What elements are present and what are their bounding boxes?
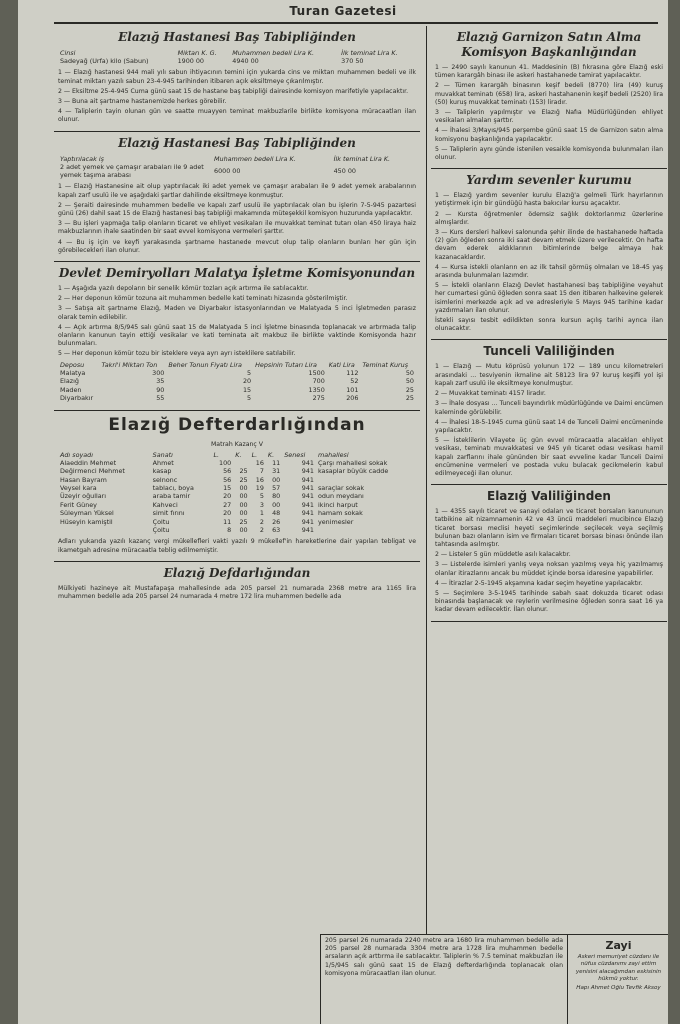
col-header: L. [213,450,220,459]
table-row [58,467,416,475]
cell: yenimesler [317,517,354,526]
paragraph: 5 — Her deponun kömür tozu bir isteklere veya ayrı ayrı isteklilere satılabilir. [58,350,296,358]
cell: 55 [156,393,165,402]
cell: Kahveci [152,500,178,509]
cell: 35 [156,377,165,386]
table-row [58,509,416,517]
paragraph: 3 — Bu işleri yapmağa talip olanların ticaret ve ehliyet vesikaları ile muvakkat teminat tutarı olan 450 liraya haiz makbuzlarının ihale saatinden bir saat evvel komisyona vermeleri şarttır. [58,220,416,236]
ad-title: Elazığ Garnizon Satın Alma Komisyon Başkanlığından [456,30,642,59]
elazig-valilik-ad [431,485,667,621]
cell: 370 50 [341,57,364,65]
cell: 20 [223,509,232,518]
ad-title: Elazığ Hastanesi Baş Tabipliğinden [118,135,356,150]
ad-title: Zayi [605,939,632,952]
cell: 00 [239,509,248,518]
paragraph: 4 — İhalesi 3/Mayıs/945 perşembe günü saat 15 de Garnizon satın alma komisyonu başkanlığında yapılacaktır. [435,127,663,143]
cell: araba tamir [152,492,191,501]
cell: 3 [259,500,264,509]
cell: 100 [219,458,232,467]
cell: tablacı, boya [152,483,194,492]
cell: 20 [223,492,232,501]
table-row [58,484,416,492]
cell: 48 [272,509,281,518]
defterdar2-ad [54,562,420,607]
paragraph: 2 — Tümen karargâh binasının keşif bedeli (8770) lira (49) kuruş muvakkat teminatı (658) lira, askeri hastahanenin keşif bedeli (2520) lira (50) kuruş muvakkat teminatı (153) liradır. [435,82,663,106]
cell: 2 [259,526,264,535]
cell: 1900 00 [177,57,204,65]
ad-title: Elazığ Hastanesi Baş Tabipliğinden [118,30,356,44]
col-header: L. [251,450,258,459]
cell: 20 [242,377,252,386]
cell: 56 [223,467,232,476]
cell: 941 [301,517,314,526]
cell: 19 [255,483,264,492]
paragraph: Mülkiyeti hazineye ait Mustafapaşa mahallesinde ada 205 parsel 21 numarada 2368 metre ara 1165 lira muhammen bedelle ada 205 parsel 24 numarada 4 metre 172 lira muhammen bedelle ada [58,584,416,601]
bottom-strip [320,934,668,1024]
cell: 5 [247,368,252,377]
cell: Çarşı mahallesi sokak [317,458,388,467]
masthead-rule [54,22,658,24]
cell: 941 [301,526,314,535]
cell: 5 [259,492,264,501]
ad-title: Tunceli Valiliğinden [483,344,615,359]
paragraph: 2 — Kursta öğretmenler ödemsiz sağlık doktorlarımız üzerlerine almışlardır. [435,210,663,226]
cell: 275 [312,393,325,402]
paragraph: 3 — Satışa ait şartname Elazığ, Maden ve Diyarbakır istasyonlarından ve Malatyada 5 inci İşletmeden parasız olarak temin edilebilir. [58,305,416,321]
cell: 31 [272,467,281,476]
cell: 50 [405,377,414,386]
table-row [58,501,416,509]
right-column [426,26,667,1024]
cell: kasap [152,467,172,476]
col-header: Yaptırılacak iş [60,154,104,163]
cell: 941 [301,492,314,501]
cell: 101 [346,385,359,394]
cell: 941 [301,458,314,467]
col-header: İlk teminat Lira K. [333,154,391,163]
cell: kasaplar büyük cadde [317,467,389,476]
col-header: Senesi [284,450,306,459]
paragraph: 5 — Taliplerin aynı günde istenilen vesaikle komisyonda bulunmaları ilan olunur. [435,145,663,162]
cell: 15 [223,483,232,492]
ad-title: Elazığ Defdarlığından [163,565,311,580]
table-row [58,394,416,402]
table-row [58,377,416,385]
paragraph: 2 — Listeler 5 gün müddetle asılı kalacaktır. [435,551,571,559]
cell: 00 [272,500,281,509]
cell: odun meydanı [317,492,364,501]
cell: Ferit Güney [60,500,97,509]
cell: 26 [272,517,281,526]
cell: 700 [312,377,325,386]
cell: 00 [239,500,248,509]
ad-title: Elazığ Defterdarlığından [108,415,366,436]
cell: Ahmet [152,458,174,467]
cell: 00 [272,475,281,484]
cell: 00 [239,492,248,501]
yardim-ad [431,169,667,340]
cell: 206 [346,393,359,402]
col-header: mahallesi [317,450,349,459]
cell: 25 [239,475,248,484]
cell: 6000 00 [214,166,241,175]
cell: 56 [223,475,232,484]
cell: 941 [301,500,314,509]
paragraph: 3 — Listelerde isimleri yanlış veya noksan yazılmış veya hiç yazılmamış olanlar itirazlarını ancak bu müddet içinde borsa idaresine yapabilirler. [435,561,663,577]
paragraph: 4 — Kursa istekli olanların en az ilk tahsil görmüş olmaları ve 18-45 yaş arasında bulunmaları lazımdır. [435,263,663,280]
table-row [58,476,416,484]
cell: 8 [227,526,232,535]
col-header: Kati Lira [328,360,355,369]
cell: 5 [247,393,252,402]
cell: selnonc [152,475,178,484]
zayi-ad [568,935,668,1024]
cell: 941 [301,509,314,518]
cell: Hüseyin kamiştil [60,517,113,526]
cell: 1350 [308,385,325,394]
paragraph: 2 — Şeraiti dairesinde muhammen bedelle ve kapalı zarf usulü ile yaptırılacak olan bu işlerin 7-5-945 pazartesi günü (26) dahil saat 15 de Elazığ hastanesi baş tabipliği makamında müteşekkil komisyon huzurunda yapılacaktır. [58,201,416,218]
col-header: Teminat Kuruş [362,360,409,369]
paragraph: 1 — 4355 sayılı ticaret ve sanayi odaları ve ticaret borsaları kanununun tatbikine ait nizamnamenin 42 ve 43 üncü maddeleri mucibince Elazığ ticaret borsası meclisi heyeti seçimlerinde seçilecek veya seçilmiş bulunan bazı olanların isim ve firmaları ticaret borsası binası önünde ilan tahtasında asılmıştır. [435,508,663,548]
cell [316,526,416,534]
paragraph: 5 — İsteklilerin Vilayete üç gün evvel müracaatla alacakları ehliyet vesikası, teminatı muvakkatesi ve 945 yılı ticaret odası vesikası hamil kapalı zarflarını ihale gününden bir saat evveline kadar Tunceli Daimi encümenine vermeleri ve postada vuku bulacak gecikmelerin kabul edilmeyeceği ilan olunur. [435,437,663,477]
cell: Alaeddin Mehmet [60,458,117,467]
cell: hamam sokak [317,509,363,518]
cell: 15 [242,385,252,394]
cell: 57 [272,483,281,492]
cell: 16 [255,458,264,467]
cell: ikinci harput [317,500,358,509]
subtitle: Matrah Kazanç V [210,440,264,448]
cell [58,526,151,534]
paragraph: 205 parsel 26 numarada 2240 metre ara 1680 lira muhammen bedelle ada 205 parsel 28 numarada 3304 metre ara 1728 lira muhammen bedelle arsaların açık arttırma ile satılacaktır. Taliplerin % 7.5 teminat makbuzları ile 1/5/945 salı günü saat 15 de Elazığ defterdarlığında toplanacak olan komisyona müracaatları ilan olunur. [325,937,563,977]
paragraph: 1 — Aşağıda yazılı depoların bir senelik kömür tozları açık artırma ile satılacaktır. [58,285,309,293]
cell: Elazığ [60,377,79,386]
paragraph: 5 — İstekli olanların Elazığ Devlet hastahanesi baş tabipliğine veyahut her cumartesi günü öğleden sonra saat 15 den itibaren halkevine gelerek isimlerini merkezde açık ad ve adresleriyle 5 Mayıs 945 tarihine kadar yazdırmaları ilan olunur. [435,282,663,314]
left-column [54,26,420,1024]
cell: Hasan Bayram [60,475,107,484]
paragraph: 2 — Eksiltme 25-4-945 Cuma günü saat 15 de hastane baş tabipliği dairesinde komisyon marifetiyle yapılacaktır. [58,87,409,95]
paragraph: 1 — Elazığ — Mutu köprüsü yolunun 172 — 189 uncu kilometreleri arasındaki ... tesviyenin ikmaline ait 58123 lira 97 kuruş keşifli yol işi kapalı zarf usulü ile eksiltmeye konulmuştur. [435,363,663,387]
paragraph: 4 — Taliplerin tayin olunan gün ve saatte muayyen teminat makbuzlarile birlikte komisyona müracaatları ilan olunur. [58,108,416,124]
table-row [58,57,416,65]
depot-table [58,361,416,403]
ad-title: Yardım sevenler kurumu [466,173,632,188]
table-row [58,492,416,500]
paragraph: 1 — Elazığ yardım sevenler kurulu Elazığ'a gelmeli Türk hayırlarının yetiştirmek için bir gündüğü hasta bakıcılar kursu açacaktır. [435,192,663,208]
cell: Çoltu [152,526,170,535]
tunceli-ad [431,340,667,485]
cell: Sadeyağ (Urfa) kilo (Sabun) [60,57,149,65]
cell: 300 [152,368,165,377]
cell: 450 00 [333,166,356,175]
col-header: Muhammen bedeli Lira K. [232,49,314,57]
table-row [58,518,416,526]
cell: 27 [223,500,232,509]
cell: Malatya [60,368,86,377]
cell: 112 [346,368,359,377]
signer: Hapı Ahmet Oğlu Tevfik Aksoy [576,984,661,991]
paragraph: 3 — İhale dosyası ... Tunceli bayındırlık müdürlüğünde ve Daimi encümen kaleminde görülebilir. [435,400,663,416]
cell: 2 adet yemek ve çamaşır arabaları ile 9 adet yemek taşıma arabası [60,162,204,180]
hastane-ad-2 [54,132,420,262]
parsel-ad [321,935,568,1024]
newspaper-page [18,0,668,1024]
cell: Çoltu [152,517,170,526]
cell: 4940 00 [232,57,259,65]
paragraph: 2 — Muvakkat teminatı 4157 liradır. [435,390,546,398]
cell: 52 [350,377,359,386]
paragraph: 5 — Seçimlere 3-5-1945 tarihinde sabah saat dokuzda ticaret odası binasında başlanacak ve reylerin verilmesine öğleden sonra saat 16 ya kadar devam edilecektir. İlan olunur. [435,589,663,614]
paragraph: İstekli sayısı tesbit edildikten sonra kursun açılış tarihi ayrıca ilan olunacaktır. [435,317,663,333]
col-header: Miktarı K. G. [177,49,217,57]
ad-title: Elazığ Valiliğinden [487,489,611,504]
cell: 941 [301,467,314,476]
cell: 00 [239,483,248,492]
paragraph: 2 — Her deponun kömür tozuna ait muhammen bedelle kati teminatı hizasında gösterilmiştir. [58,295,348,303]
cell [233,459,249,467]
cell: 80 [272,492,281,501]
paragraph: 1 — Elazığ Hastanesine ait olup yaptırılacak iki adet yemek ve çamaşır arabaları ile 9 adet yemek arabalarının kapalı zarf usulü ile ve aşağıdaki şartlar dahilinde eksiltmeye konmuştur. [58,183,416,199]
cell: Veysel kara [60,483,97,492]
col-header: Hepsinin Tutarı Lira [255,360,317,369]
hastane2-table [58,155,416,180]
col-header: K. [267,450,275,459]
cell [316,476,416,484]
col-header: Muhammen bedeli Lira K. [214,154,296,163]
paragraph: 1 — Elazığ hastanesi 944 mali yılı sabun ihtiyacının temini için yukarda cins ve miktarı muhammen bedeli ve ilk teminat miktarı yazılı sabun 23-4-945 tarihinden itibaren açık eksiltmeye çıkarılmıştır. [58,69,416,85]
cell: 941 [301,475,314,484]
garnizon-ad [431,26,667,169]
paragraph: 3 — Buna ait şartname hastanemizde herkes görebilir. [58,98,227,106]
paragraph: 4 — İtirazlar 2-5-1945 akşamına kadar seçim heyetine yapılacaktır. [435,579,643,587]
table-row [58,386,416,394]
hastane-ad-1 [54,26,420,132]
col-header: Deposu [60,360,85,369]
cell: 25 [239,467,248,476]
table-row [58,459,416,467]
col-header: Sanatı [152,450,173,459]
col-header: Cinsi [60,49,76,57]
cell: 25 [405,393,414,402]
paragraph: 4 — Bu iş için ve keyfi yarakasında şartname hastanede mevcut olup talip olanların bunları her gün için görebilecekleri ilan olunur. [58,238,416,254]
cell: 63 [272,526,281,535]
cell: Diyarbakır [60,393,94,402]
cell: saraçlar sokak [317,483,365,492]
col-header: Takri'i Miktarı Ton [101,360,158,369]
demiryol-ad [54,262,420,411]
masthead: Turan Gazetesi [289,4,397,18]
cell: 11 [223,517,232,526]
col-header: Adı soyadı [60,450,94,459]
paragraph: Adları yukarıda yazılı kazanç vergi mükellefleri vakti yazılı 9 mükellef'in hareketlerine dair yapılan tebligat ve ikametgah adresine müracaatla teblig edilmemiştir. [58,538,416,554]
cell: Değirmenci Mehmet [60,467,125,476]
paragraph: 4 — Açık artırma 8/5/945 salı günü saat 15 de Malatyada 5 inci İşletme binasında toplanacak ve artırmada talip olanların kanunun tayin ettiği vesikalar ve kati teminata ait makbuz ile birlikte vaktinde Komisyonda hazır bulunmaları. [58,323,416,348]
cell: 90 [156,385,165,394]
cell: Üzeyir oğulları [60,492,107,501]
cell: simit fırını [152,509,185,518]
paragraph: 1 — 2490 sayılı kanunun 41. Maddesinin (B) fıkrasına göre Elazığ eski tümen karargâh binası ile askeri hastahanede tamirat yapılacaktır. [435,64,663,80]
cell: 16 [255,475,264,484]
cell: Süleyman Yüksel [60,509,114,518]
cell: 00 [239,526,248,535]
col-header: K. [235,450,242,459]
col-header: Beher Tonun Fiyatı Lira [168,360,242,369]
cell: 11 [272,458,281,467]
cell: Maden [60,385,82,394]
hastane1-table [58,49,416,65]
defterdar-table [58,451,416,535]
paragraph: 4 — İhalesi 18-5-1945 cuma günü saat 14 de Tunceli Daimi encümeninde yapılacaktır. [435,418,663,434]
cell: 50 [405,368,414,377]
table-row [58,369,416,377]
ad-title: Devlet Demiryolları Malatya İşletme Komisyonundan [58,266,416,281]
cell: 25 [239,517,248,526]
cell: 2 [259,517,264,526]
cell: 1500 [308,368,325,377]
paragraph: 3 — Taliplerin yapılmıştır ve Elazığ Nafıa Müdürlüğünden ehliyet vesikaları almaları şarttır. [435,109,663,125]
cell: 7 [259,467,264,476]
cell: 941 [301,483,314,492]
defterdar-ad [54,411,420,562]
col-header: İlk teminat Lira K. [341,49,398,57]
cell: 1 [259,509,264,518]
paragraph: Askeri memuriyet cüzdanı ile nüfus cüzdanımı zayi ettim yenisini alacağımdan eskisinin hükmü yoktur. [575,954,662,983]
table-row [58,526,416,534]
table-row [58,163,416,180]
cell: 25 [405,385,414,394]
paragraph: 3 — Kurs dersleri halkevi salonunda şehir ilinde de hastahanede haftada (2) gün öğleden sonra iki saat devam etmek üzere verilecektir. On hafta devam ederek aldıklarının bitimlerinde belge almaya hak kazanacaklardır. [435,229,663,261]
